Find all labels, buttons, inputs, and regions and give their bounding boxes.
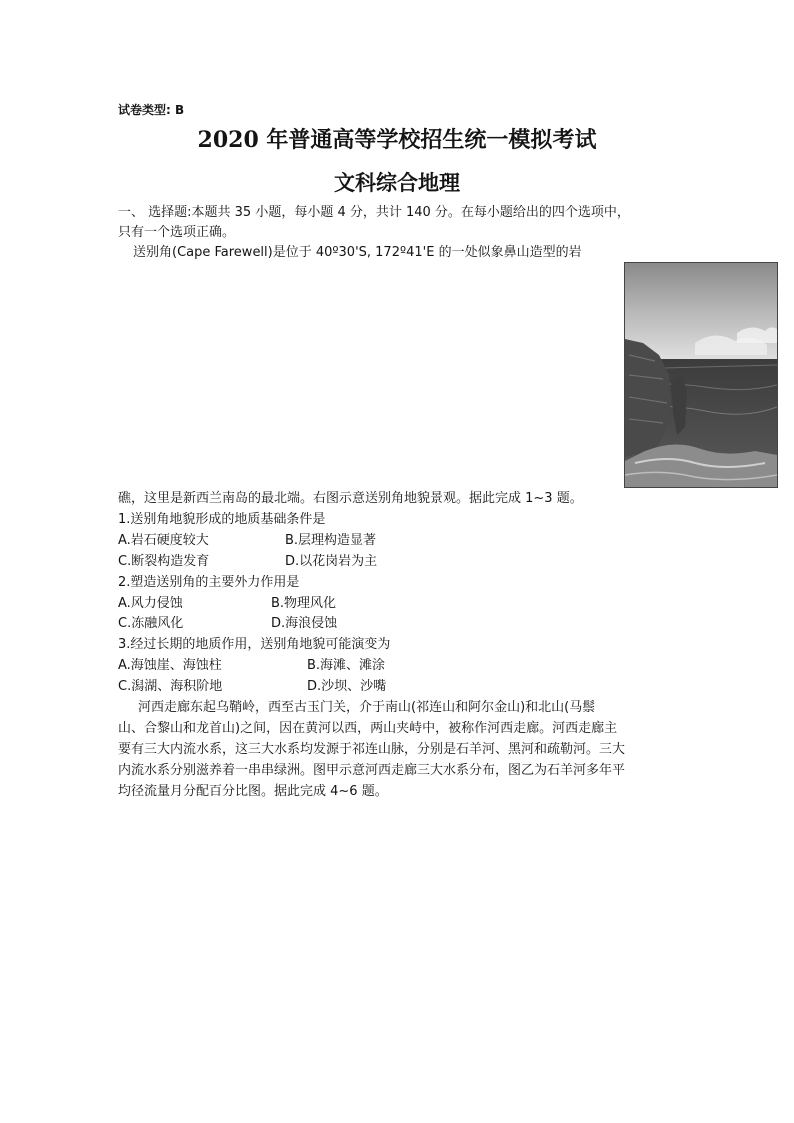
question-1-option-a: A.岩石硬度较大	[118, 533, 209, 548]
exam-subtitle: 文科综合地理	[334, 170, 460, 195]
section-instruction-line-2: 只有一个选项正确。	[118, 225, 236, 240]
question-2-option-d: D.海浪侵蚀	[271, 616, 338, 631]
sea-cliff-image	[625, 263, 777, 487]
passage2-line-5: 均径流量月分配百分比图。据此完成 4~6 题。	[118, 784, 388, 799]
question-3-option-c: C.潟湖、海积阶地	[118, 679, 223, 694]
passage1-line-1: 送别角(Cape Farewell)是位于 40º30'S, 172º41'E 的一处似象鼻山造型的岩	[133, 245, 582, 260]
question-1-stem: 1.送别角地貌形成的地质基础条件是	[118, 512, 326, 527]
question-2-option-a: A.风力侵蚀	[118, 596, 183, 611]
passage2-line-2: 山、合黎山和龙首山)之间，因在黄河以西，两山夹峙中，被称作河西走廊。河西走廊主	[118, 721, 618, 736]
question-3-option-a: A.海蚀崖、海蚀柱	[118, 658, 222, 673]
question-3-option-b: B.海滩、滩涂	[307, 658, 386, 673]
question-1-option-d: D.以花岗岩为主	[285, 554, 378, 569]
question-1-option-c: C.断裂构造发育	[118, 554, 210, 569]
question-2-option-c: C.冻融风化	[118, 616, 184, 631]
cape-farewell-photo	[624, 262, 778, 488]
section-instruction-line-1: 一、 选择题:本题共 35 小题，每小题 4 分，共计 140 分。在每小题给出的四个选项中，	[118, 205, 630, 220]
question-2-option-b: B.物理风化	[271, 596, 337, 611]
passage2-line-3: 要有三大内流水系，这三大水系均发源于祁连山脉，分别是石羊河、黑河和疏勒河。三大	[118, 742, 626, 757]
question-2-stem: 2.塑造送别角的主要外力作用是	[118, 575, 300, 590]
exam-title: 2020 年普通高等学校招生统一模拟考试	[197, 127, 597, 153]
passage1-line-2: 礁，这里是新西兰南岛的最北端。右图示意送别角地貌景观。据此完成 1~3 题。	[118, 491, 583, 506]
passage2-line-4: 内流水系分别滋养着一串串绿洲。图甲示意河西走廊三大水系分布，图乙为石羊河多年平	[118, 763, 626, 778]
paper-type-label: 试卷类型: B	[118, 103, 185, 117]
passage2-line-1: 河西走廊东起乌鞘岭，西至古玉门关，介于南山(祁连山和阿尔金山)和北山(马鬃	[138, 700, 596, 715]
question-3-stem: 3.经过长期的地质作用，送别角地貌可能演变为	[118, 637, 391, 652]
question-3-option-d: D.沙坝、沙嘴	[307, 679, 387, 694]
question-1-option-b: B.层理构造显著	[285, 533, 377, 548]
